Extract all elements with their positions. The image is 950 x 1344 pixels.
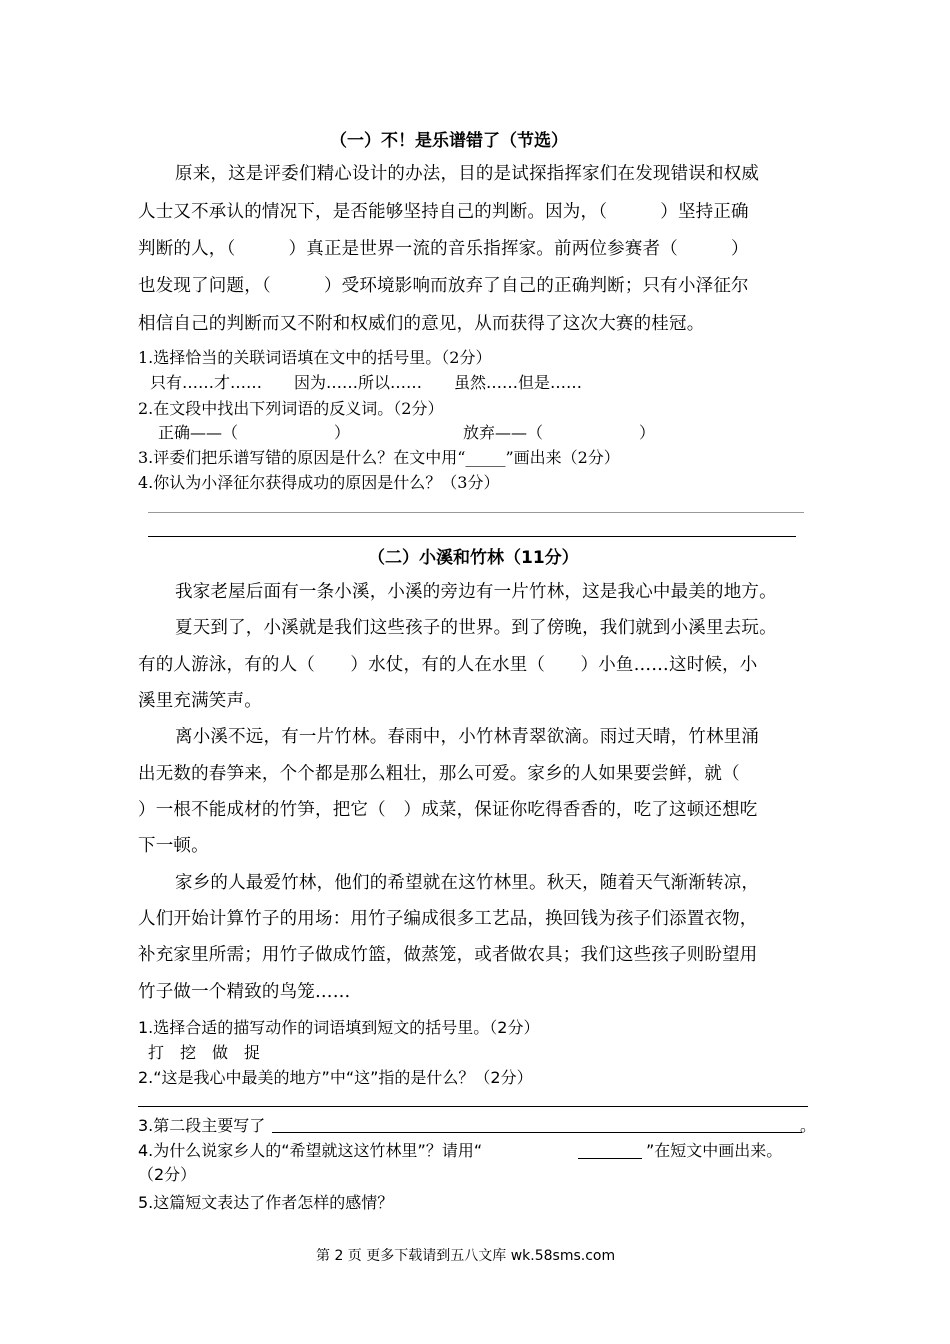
s2-question-1: 1.选择合适的描写动作的词语填到短文的括号里。（2分） (138, 1018, 540, 1037)
s2-question-5: 5.这篇短文表达了作者怎样的感情？ (138, 1193, 394, 1212)
section1-title: （一）不！是乐谱错了（节选） (330, 131, 568, 151)
underline-sample (578, 1158, 642, 1159)
answer-line[interactable] (148, 512, 804, 513)
section2-line: 人们开始计算竹子的用场：用竹子编成很多工艺品，换回钱为孩子们添置衣物， (138, 909, 758, 929)
s1-q2-blank-2[interactable]: 放弃——（ ） (463, 423, 656, 442)
answer-line[interactable] (272, 1132, 802, 1133)
section2-line: 夏天到了，小溪就是我们这些孩子的世界。到了傍晚，我们就到小溪里去玩。 (175, 618, 777, 638)
section2-line: 竹子做一个精致的鸟笼…… (138, 982, 351, 1002)
section2-line: 出无数的春笋来，个个都是那么粗壮，那么可爱。家乡的人如果要尝鲜，就（ (138, 764, 740, 784)
answer-line[interactable] (148, 536, 796, 537)
page-footer: 第 2 页 更多下载请到五八文库 wk.58sms.com (316, 1248, 616, 1264)
section2-title: （二）小溪和竹林（11分） (368, 548, 579, 568)
section2-line: 有的人游泳，有的人（ ）水仗，有的人在水里（ ）小鱼……这时候，小 (138, 655, 758, 675)
section2-line: 下一顿。 (138, 836, 209, 856)
section2-line: 溪里充满笑声。 (138, 691, 262, 711)
answer-line[interactable] (138, 1106, 808, 1107)
s2-q3-end: 。 (800, 1116, 817, 1135)
section1-line: 人士又不承认的情况下，是否能够坚持自己的判断。因为，（ ）坚持正确 (138, 202, 749, 222)
section2-line: 离小溪不远，有一片竹林。春雨中，小竹林青翠欲滴。雨过天晴，竹林里涌 (175, 727, 760, 747)
s1-question-2: 2.在文段中找出下列词语的反义词。（2分） (138, 399, 444, 418)
section1-line: 判断的人，（ ）真正是世界一流的音乐指挥家。前两位参赛者（ ） (138, 239, 749, 259)
section2-line: 我家老屋后面有一条小溪，小溪的旁边有一片竹林，这是我心中最美的地方。 (175, 582, 777, 602)
s2-q1-options: 打 挖 做 捉 (148, 1043, 261, 1062)
section2-line: 补充家里所需；用竹子做成竹篮，做蒸笼，或者做农具；我们这些孩子则盼望用 (138, 945, 758, 965)
section2-line: ）一根不能成材的竹笋，把它（ ）成菜，保证你吃得香香的，吃了这顿还想吃 (138, 800, 758, 820)
section2-line: 家乡的人最爱竹林，他们的希望就在这竹林里。秋天，随着天气渐渐转凉， (175, 873, 760, 893)
s2-question-3: 3.第二段主要写了 (138, 1116, 266, 1135)
section1-line: 原来，这是评委们精心设计的办法，目的是试探指挥家们在发现错误和权威 (175, 164, 760, 184)
section1-line: 也发现了问题，（ ）受环境影响而放弃了自己的正确判断；只有小泽征尔 (138, 276, 749, 296)
s1-q1-options: 只有……才…… 因为……所以…… 虽然……但是…… (150, 373, 583, 392)
s2-question-4: 4.为什么说家乡人的“希望就这这竹林里”？请用“ (138, 1141, 483, 1160)
s1-question-3: 3.评委们把乐谱写错的原因是什么？在文中用“_____”画出来（2分） (138, 448, 620, 467)
s2-q4-score: （2分） (138, 1165, 197, 1184)
section1-line: 相信自己的判断而又不附和权威们的意见，从而获得了这次大赛的桂冠。 (138, 314, 705, 334)
s2-question-2: 2.“这是我心中最美的地方”中“这”指的是什么？（2分） (138, 1068, 533, 1087)
s2-q4-tail: ”在短文中画出来。 (646, 1141, 783, 1160)
s1-question-4: 4.你认为小泽征尔获得成功的原因是什么？（3分） (138, 473, 500, 492)
s1-q2-blank-1[interactable]: 正确——（ ） (158, 423, 351, 442)
s1-question-1: 1.选择恰当的关联词语填在文中的括号里。（2分） (138, 348, 492, 367)
